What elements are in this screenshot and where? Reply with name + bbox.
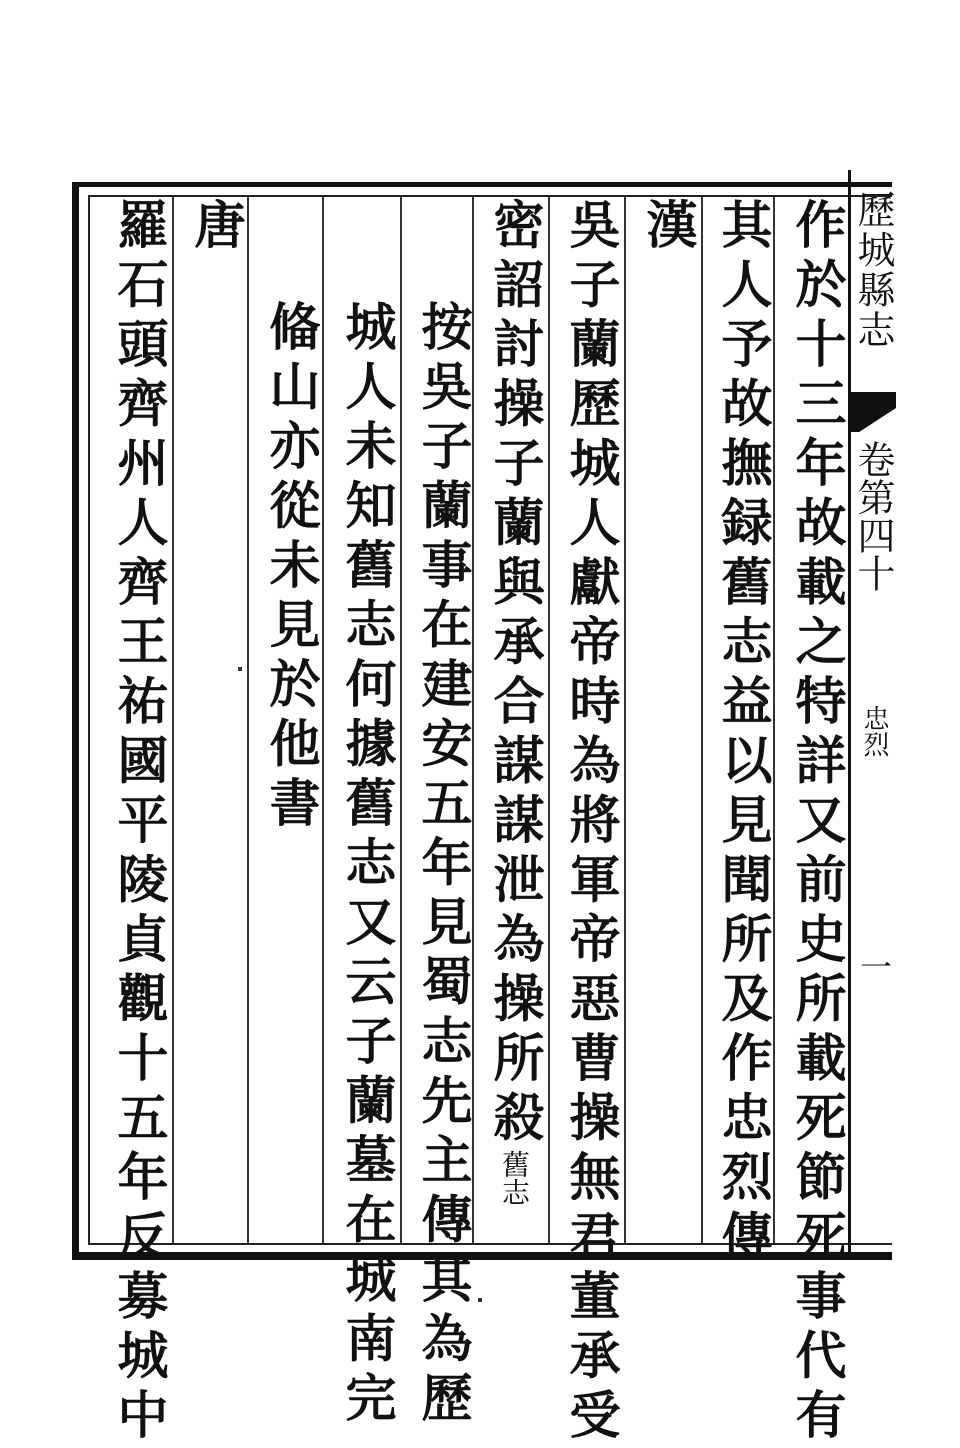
column-rule <box>472 197 474 1243</box>
text-column-5-main: 密詔討操子蘭與承合謀謀泄為操所殺 <box>484 198 544 1150</box>
banner-section: 忠烈 <box>859 705 889 757</box>
dynasty-heading-tang: 唐 <box>185 198 245 258</box>
commentary-column-1: 按吳子蘭事在建安五年見蜀志先主傳其為歷 <box>412 300 472 1431</box>
column-rule <box>624 197 626 1243</box>
text-column-5 <box>479 198 543 1206</box>
column-rule <box>172 197 174 1243</box>
commentary-column-3: 偹山亦從未見於他書 <box>260 300 320 836</box>
banner-page-number: 一 <box>855 950 893 982</box>
banner-volume: 卷第四十 <box>851 440 895 592</box>
banner-title: 歷城縣志 <box>851 190 895 350</box>
column-rule <box>701 197 703 1243</box>
column-rule <box>400 197 402 1243</box>
ink-speck <box>238 667 242 671</box>
frame-inner-line <box>88 195 90 1245</box>
column-rule <box>247 197 249 1243</box>
column-rule <box>548 197 550 1243</box>
column-rule <box>773 197 775 1243</box>
column-rule <box>322 197 324 1243</box>
text-column-2: 其人予故撫録舊志益以見聞所及作忠烈傳 <box>712 198 772 1269</box>
text-column-4: 吳子蘭歷城人獻帝時為將軍帝惡曹操無君董承受 <box>560 198 620 1448</box>
text-column-1: 作於十三年故載之特詳又前史所載死節死事代有 <box>786 198 846 1448</box>
ink-speck <box>478 1298 482 1302</box>
dynasty-heading-han: 漢 <box>637 198 697 258</box>
frame-inner-line-top <box>88 195 892 197</box>
text-column-10: 羅石頭齊州人齊王祐國平陵貞觀十五年反募城中 <box>108 198 168 1448</box>
source-note: 舊志 <box>498 1150 531 1206</box>
commentary-column-2: 城人未知舊志何據舊志又云子蘭墓在城南完 <box>336 300 396 1431</box>
